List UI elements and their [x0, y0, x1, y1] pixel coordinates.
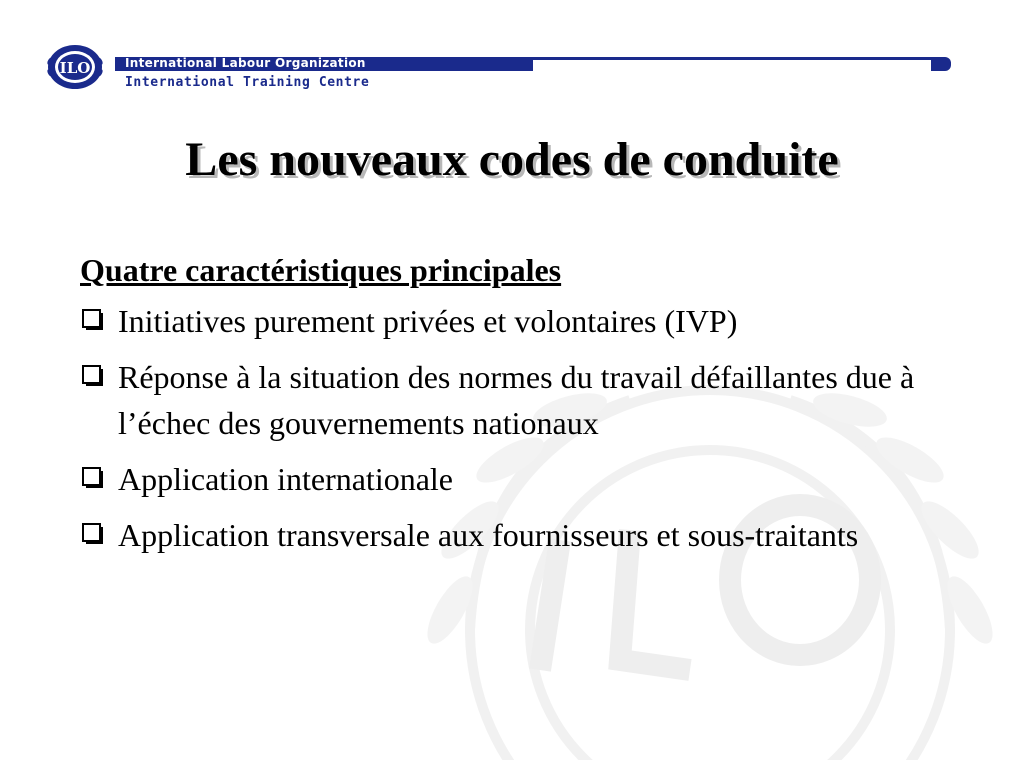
- bullet-text: Application internationale: [118, 461, 453, 497]
- bullet-item: [80, 456, 940, 502]
- slide-body: [80, 248, 940, 568]
- header-rule: [533, 57, 931, 60]
- header: [0, 0, 1024, 110]
- slide-title: Les nouveaux codes de conduite: [185, 133, 839, 186]
- bullet-item: [80, 512, 940, 558]
- checkbox-icon: [82, 309, 104, 331]
- subheading: Quatre caractéristiques principales: [80, 252, 562, 288]
- bullet-item: [80, 354, 940, 446]
- checkbox-icon: [82, 467, 104, 489]
- svg-text:ILO: ILO: [59, 59, 91, 77]
- centre-name: International Training Centre: [125, 75, 370, 90]
- bullet-text: Réponse à la situation des normes du travail défaillantes due à l’échec des gouvernements nationaux: [118, 359, 915, 441]
- organization-name: International Labour Organization: [125, 56, 366, 70]
- bullet-text: Initiatives purement privées et volontaires (IVP): [118, 303, 738, 339]
- bullet-text: Application transversale aux fournisseurs et sous-traitants: [118, 517, 859, 553]
- bullet-item: [80, 298, 940, 344]
- header-bar-end: [931, 57, 951, 71]
- checkbox-icon: [82, 523, 104, 545]
- checkbox-icon: [82, 365, 104, 387]
- ilo-logo-icon: [46, 43, 104, 91]
